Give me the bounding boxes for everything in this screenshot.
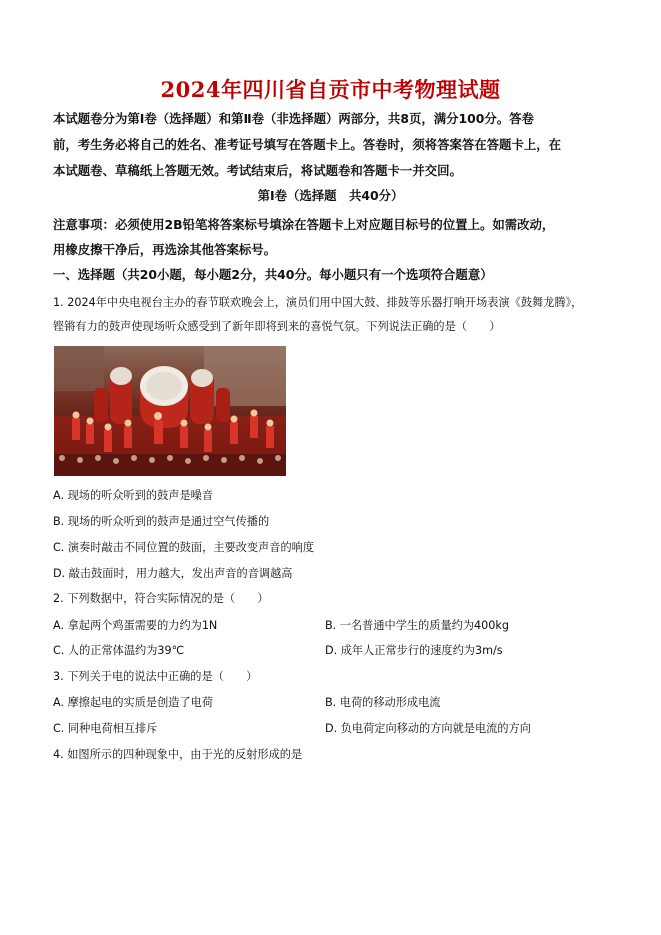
section-heading: 第Ⅰ卷（选择题 共40分）	[257, 188, 404, 203]
question-1-option-c: C. 演奏时敲击不同位置的鼓面，主要改变声音的响度	[53, 541, 315, 554]
question-1-option-a: A. 现场的听众听到的鼓声是噪音	[53, 489, 214, 502]
question-1-line-2: 铿锵有力的鼓声使现场听众感受到了新年即将到来的喜悦气氛。下列说法正确的是（ ）	[53, 320, 501, 333]
drum-performance-illustration	[54, 346, 286, 476]
question-4-stem: 4. 如图所示的四种现象中，由于光的反射形成的是	[53, 748, 303, 761]
question-1-option-d: D. 敲击鼓面时，用力越大，发出声音的音调越高	[53, 567, 293, 580]
question-1-stem	[53, 291, 613, 339]
question-3-option-c: C. 同种电荷相互排斥	[53, 722, 158, 735]
question-3-option-d: D. 负电荷定向移动的方向就是电流的方向	[325, 722, 531, 735]
intro-line-1: 本试题卷分为第Ⅰ卷（选择题）和第Ⅱ卷（非选择题）两部分，共8页，满分100分。答卷	[53, 111, 534, 126]
question-2-option-a: A. 拿起两个鸡蛋需要的力约为1N	[53, 619, 218, 632]
intro-line-3: 本试题卷、草稿纸上答题无效。考试结束后，将试题卷和答题卡一并交回。	[53, 163, 462, 178]
question-2-option-b: B. 一名普通中学生的质量约为400kg	[325, 619, 509, 632]
page-title: 2024年四川省自贡市中考物理试题	[160, 77, 501, 102]
drum-performance-photo	[54, 346, 286, 476]
question-3-option-a: A. 摩擦起电的实质是创造了电荷	[53, 696, 214, 709]
question-2-option-c: C. 人的正常体温约为39℃	[53, 644, 185, 657]
notice-line-2: 用橡皮擦干净后，再选涂其他答案标号。	[53, 242, 277, 257]
question-1-line-1: 1. 2024年中央电视台主办的春节联欢晚会上，演员们用中国大鼓、排鼓等乐器打响开场表演《鼓舞龙腾》，	[53, 296, 583, 309]
section-one-heading: 一、选择题（共20小题，每小题2分，共40分。每小题只有一个选项符合题意）	[53, 267, 493, 282]
intro-line-2: 前，考生务必将自己的姓名、准考证号填写在答题卡上。答卷时，须将答案答在答题卡上，在	[53, 137, 562, 152]
question-3-stem: 3. 下列关于电的说法中正确的是（ ）	[53, 670, 258, 683]
question-3-option-b: B. 电荷的移动形成电流	[325, 696, 441, 709]
question-2-option-d: D. 成年人正常步行的速度约为3m/s	[325, 644, 503, 657]
question-1-option-b: B. 现场的听众听到的鼓声是通过空气传播的	[53, 515, 270, 528]
notice-text	[53, 212, 613, 287]
question-2-stem: 2. 下列数据中，符合实际情况的是（ ）	[53, 592, 269, 605]
intro-text	[53, 106, 613, 184]
notice-line-1: 注意事项：必须使用2B铅笔将答案标号填涂在答题卡上对应题目标号的位置上。如需改动，	[53, 217, 555, 232]
